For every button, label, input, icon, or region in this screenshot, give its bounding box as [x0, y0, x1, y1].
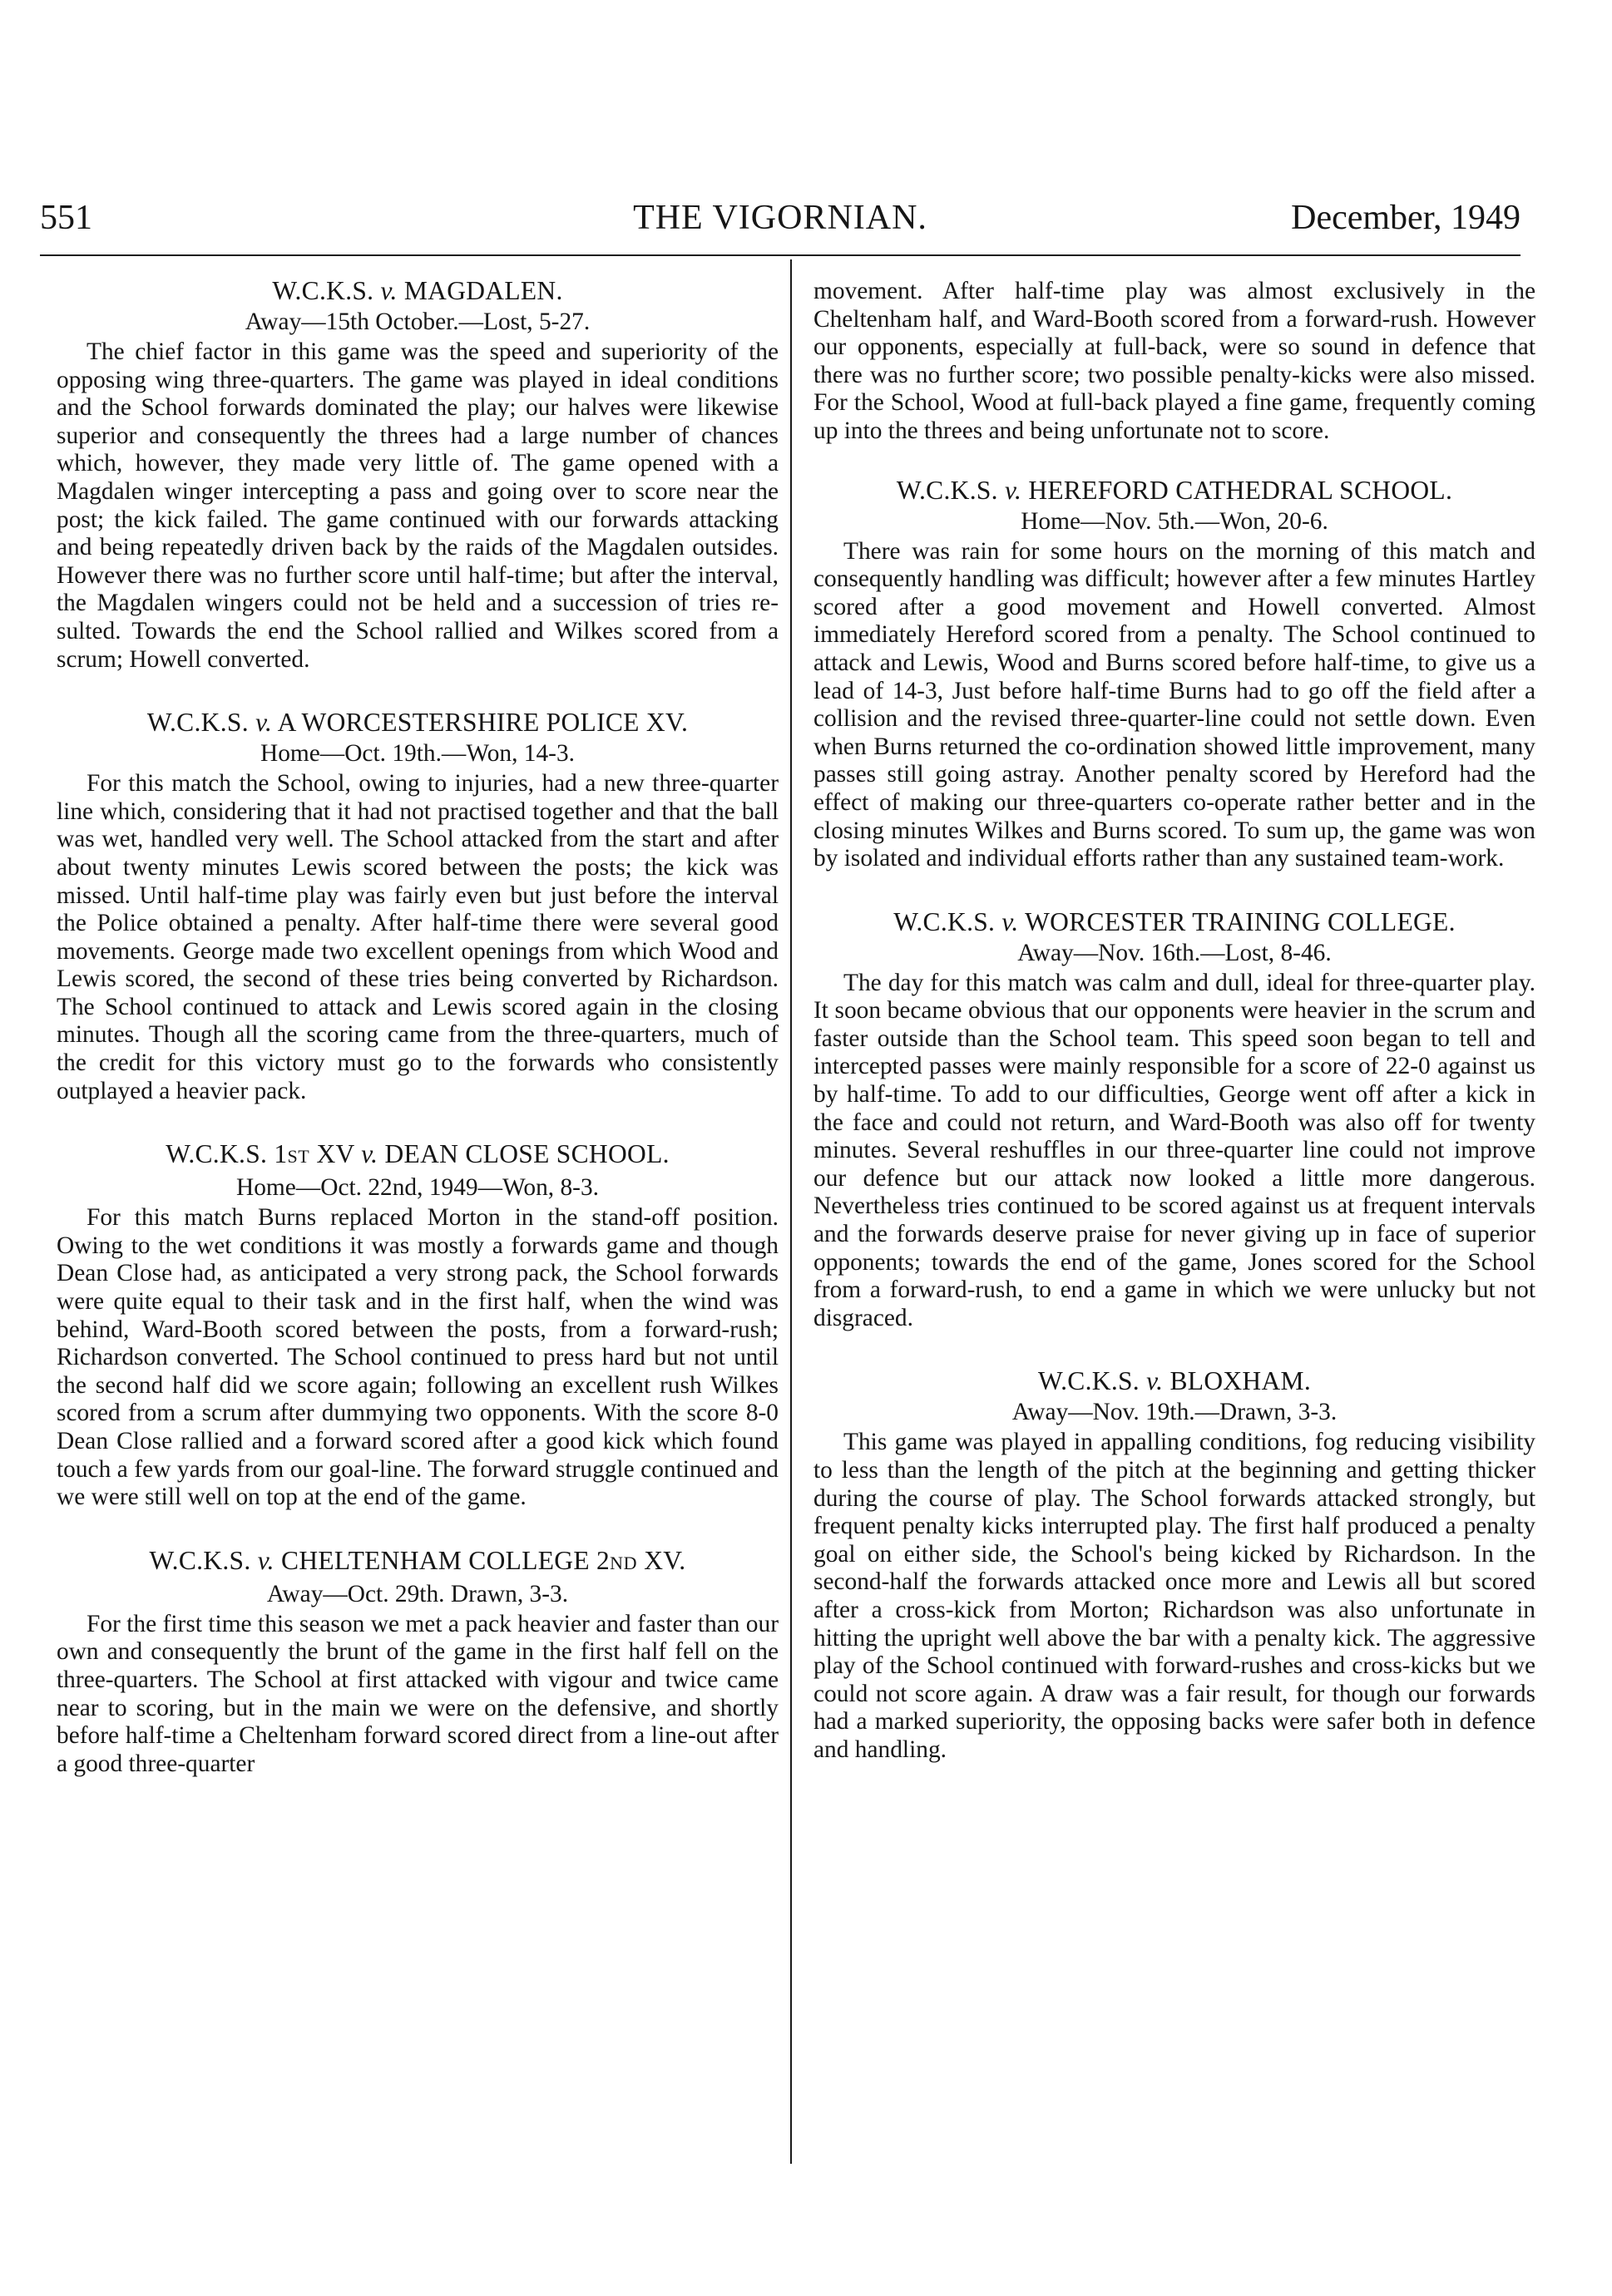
match-report-text: This game was played in appalling conditions, fog reducing visibility to less than the length of the pitch at the beginning and getting thicker during the course of play. The School forwards attacked strongly, but frequent penalty kicks interrupted play. The first half produced a penalty goal on either side, the School's being kicked by Richardson. In the second-half the forwards attacked once more and Lewis all but scored after a cross-kick from Morton; Richardson was also unfortunate in hitting the upright well above the bar with a penalty kick. The aggressive play of the School continued with forward-rushes and cross-kicks but we could not score again. A draw was a fair result, for though our forwards had a marked superiority, the opposing backs were safer both in defence and handling. — [813, 1429, 1535, 1763]
match-title: W.C.K.S. v. HEREFORD CATHEDRAL SCHOOL. — [896, 475, 1453, 505]
page-header — [40, 193, 1521, 243]
issue-date: December, 1949 — [1291, 199, 1521, 237]
match-report-text: For this match the School, owing to injuries, had a new three-quarter line which, considering that it had not practised together and that the ball was wet, handled very well. The School attacked from the start and after about twenty minutes Lewis scored between the posts; the kick was missed. Until half-time play was fairly even but just before the interval the Police obtained a penalty. After half-time there were several good movements. George made two excellent openings from which Wood and Lewis scored, the second of these tries being converted by Richardson. The School continued to attack and Lewis scored again in the closing minutes. Though all the scoring came from the three-quarters, much of the credit for this victory must go to the forwards who consistently outplayed a heavier pack. — [57, 770, 779, 1104]
match-report-text: movement. After half-time play was almost exclusively in the Cheltenham half, and Ward-Booth scored from a forward-rush. However our opponents, especially at full-back, were so sound in defence that there was no further score; two possible penalty-kicks were also missed. For the School, Wood at full-back played a fine game, frequently coming up into the threes and being unfortunate not to score. — [813, 278, 1535, 444]
match-title: W.C.K.S. v. CHELTENHAM COLLEGE 2ND XV. — [149, 1545, 686, 1575]
match-result: Away—Nov. 16th.—Lost, 8-46. — [1017, 939, 1332, 966]
match-report-text: The day for this match was calm and dull, ideal for three-quarter play. It soon became obvious that our opponents were heavier in the scrum and faster outside than the School team. This speed soon began to tell and intercepted passes were mainly responsible for a score of 22-0 against us by half-time. To add to our difficulties, George went off after a kick in the face and could not return, and Ward-Booth was also off for twenty minutes. Several reshuffles in our three-quarter line could not improve our defence but our attack now looked a little more dangerous. Nevertheless tries continued to be scored against us at frequent intervals and the forwards deserve praise for never giving up in face of superior opponents; towards the end of the game, Jones scored for the School from a forward-rush, to end a game in which we were unlucky but not disgraced. — [813, 969, 1535, 1331]
left-column — [57, 276, 779, 1778]
match-result: Home—Nov. 5th.—Won, 20-6. — [1021, 507, 1328, 535]
match-title: W.C.K.S. v. MAGDALEN. — [272, 276, 563, 305]
match-title: W.C.K.S. v. A WORCESTERSHIRE POLICE XV. — [146, 708, 689, 738]
publication-title: THE VIGORNIAN. — [633, 199, 927, 237]
match-report-text: There was rain for some hours on the morning of this match and consequently handling was difficult; however after a few minutes Hartley scored after a good movement and Howell converted. Almost immediately Hereford scored from a penalty. The School continued to attack and Lewis, Wood and Burns scored before half-time, to give us a lead of 14-3, Just before half-time Burns had to go off the field after a collision and the revised three-quarter-line could not settle down. Even when Burns returned the co-ordination showed little improvement, many passes still going astray. Another penalty scored by Hereford had the effect of making our three-quarters co-operate rather better and in the closing minutes Wilkes and Burns scored. To sum up, the game was won by isolated and individual efforts rather than any sustained team-work. — [813, 537, 1535, 872]
match-report-text: For the first time this season we met a pack heavier and faster than our own and consequently the brunt of the game in the first half fell on the three-quarters. The School at first attacked with vigour and twice came near to scoring, but in the main we were on the defensive, and shortly before half-time a Cheltenham forward scored direct from a line-out after a good three-quarter — [57, 1610, 779, 1777]
match-title: W.C.K.S. v. WORCESTER TRAINING COLLEGE. — [893, 906, 1456, 936]
right-column — [813, 278, 1535, 1765]
match-result: Away—15th October.—Lost, 5-27. — [245, 309, 591, 335]
match-result: Away—Oct. 29th. Drawn, 3-3. — [266, 1580, 569, 1607]
match-report-magdalen — [57, 276, 779, 674]
match-report-text: The chief factor in this game was the speed and superiority of the opposing wing three-quarters. The game was played in ideal conditions and the School forwards dominated the play; our halves were likewise superior and consequently the threes had a large number of chances which, however, they made very little of. The game opened with a Magdalen winger intercepting a pass and going over to score near the post; the kick failed. The game continued with our forwards attacking and being repeatedly driven back by the raids of the Magdalen outsides. However there was no further score until half-time; but after the interval, the Magdalen wingers could not be held and a succession of tries resulted. Towards the end the School rallied and Wilkes scored from a scrum; Howell converted. — [57, 338, 779, 673]
match-report-hereford — [813, 476, 1535, 873]
match-report-dean-close — [57, 1139, 779, 1512]
match-result: Away—Nov. 19th.—Drawn, 3-3. — [1011, 1399, 1338, 1426]
match-result: Home—Oct. 19th.—Won, 14-3. — [260, 740, 576, 768]
match-report-worcestershire-police — [57, 708, 779, 1105]
page-number: 551 — [40, 199, 92, 237]
match-report-text: For this match Burns replaced Morton in the stand-off position. Owing to the wet conditions it was mostly a forwards game and though Dean Close had, as anticipated a very strong pack, the School forwards were quite equal to their task and in the first half, when the wind was behind, Ward-Booth scored between the posts, from a forward-rush; Richardson converted. The School continued to press hard but not until the second half did we score again; following an excellent rush Wilkes scored from a scrum after dummying two opponents. With the score 8-0 Dean Close rallied and a forward scored after a good kick which found touch a few yards from our goal-line. The forward struggle continued and we were still well on top at the end of the game. — [57, 1204, 779, 1511]
match-report-worcester-training-college — [813, 907, 1535, 1333]
header-rule — [40, 254, 1521, 256]
match-title: W.C.K.S. 1ST XV v. DEAN CLOSE SCHOOL. — [166, 1139, 670, 1169]
match-report-cheltenham — [57, 1546, 779, 1779]
match-title: W.C.K.S. v. BLOXHAM. — [1037, 1366, 1312, 1396]
match-result: Home—Oct. 22nd, 1949—Won, 8-3. — [236, 1174, 599, 1202]
match-report-cheltenham-continued — [813, 278, 1535, 446]
match-report-bloxham — [813, 1366, 1535, 1764]
column-divider — [790, 259, 792, 2164]
